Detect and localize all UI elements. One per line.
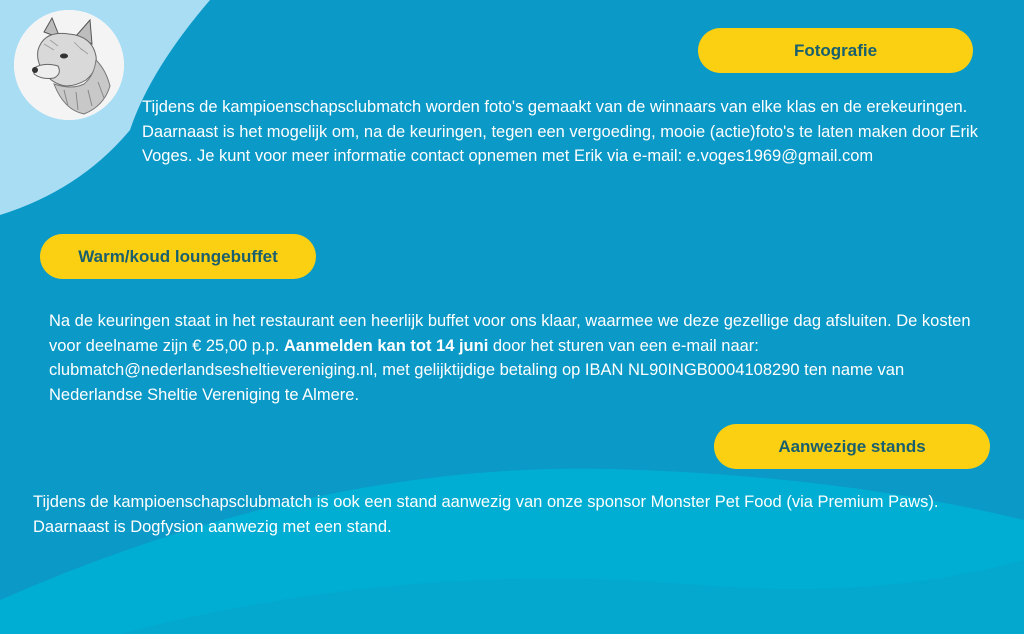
buffet-body-text-2: door het sturen van een e-mail naar: clubmatch@nederlandsesheltievereniging.nl, met gelijktijdige betaling op IBAN NL90INGB0004108290 ten name van Nederlandse Sheltie Vereniging te Almere. <box>49 336 905 404</box>
buffet-heading <box>40 234 316 279</box>
avatar <box>14 10 124 120</box>
sheltie-dog-icon <box>14 10 124 120</box>
stands-heading <box>714 424 990 469</box>
fotografie-body <box>142 95 992 169</box>
fotografie-heading-label: Fotografie <box>793 40 878 60</box>
buffet-body-deadline: Aanmelden kan tot 14 juni <box>283 336 489 355</box>
fotografie-heading <box>698 28 973 73</box>
buffet-heading-label: Warm/koud loungebuffet <box>78 246 278 266</box>
stands-heading-label: Aanwezige stands <box>778 436 926 456</box>
buffet-body-text-1: Na de keuringen staat in het restaurant een heerlijk buffet voor ons klaar, waarmee we deze gezellige dag afsluiten. De kosten voor deelname zijn € 25,00 p.p. <box>49 312 971 355</box>
stands-body <box>33 490 963 539</box>
stands-body-text: Tijdens de kampioenschapsclubmatch is ook een stand aanwezig van onze sponsor Monster Pet Food (via Premium Paws). Daarnaast is Dogfysion aanwezig met een stand. <box>33 493 939 536</box>
fotografie-body-text: Tijdens de kampioenschapsclubmatch worden foto's gemaakt van de winnaars van elke klas en de erekeuringen. Daarnaast is het mogelijk om, na de keuringen, tegen een vergoeding, mooie (actie)foto's te laten maken door Erik Voges. Je kunt voor meer informatie contact opnemen met Erik via e-mail: e.voges1969@gmail.com <box>142 98 978 165</box>
buffet-body <box>49 309 979 407</box>
